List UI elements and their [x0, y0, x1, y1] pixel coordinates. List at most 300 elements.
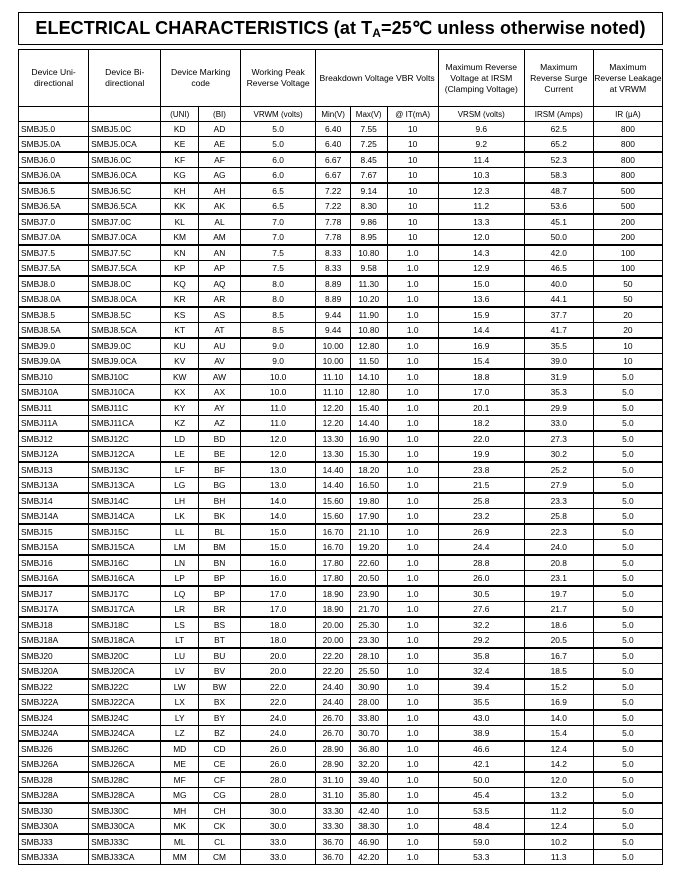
cell-device-bi: SMBJ11C	[89, 400, 161, 416]
cell-mark-bi: BW	[199, 679, 241, 695]
cell-mark-bi: AE	[199, 137, 241, 153]
cell-it: 1.0	[387, 571, 438, 587]
cell-ir: 800	[593, 168, 662, 184]
cell-vrwm: 22.0	[240, 679, 315, 695]
cell-vrwm: 30.0	[240, 819, 315, 835]
cell-device-uni: SMBJ26A	[19, 757, 89, 773]
cell-vbr-min: 13.30	[316, 447, 351, 463]
cell-irsm: 40.0	[524, 276, 593, 292]
cell-irsm: 14.2	[524, 757, 593, 773]
cell-it: 1.0	[387, 447, 438, 463]
cell-it: 10	[387, 230, 438, 246]
cell-vrwm: 17.0	[240, 586, 315, 602]
cell-vbr-min: 33.30	[316, 819, 351, 835]
cell-it: 1.0	[387, 648, 438, 664]
cell-vrsm: 19.9	[438, 447, 524, 463]
header-breakdown: Breakdown Voltage VBR Volts	[316, 50, 439, 107]
cell-device-uni: SMBJ13	[19, 462, 89, 478]
cell-vbr-min: 36.70	[316, 850, 351, 865]
cell-vbr-min: 7.78	[316, 230, 351, 246]
cell-vbr-max: 38.30	[350, 819, 387, 835]
cell-device-uni: SMBJ12	[19, 431, 89, 447]
cell-device-uni: SMBJ28A	[19, 788, 89, 804]
cell-mark-bi: AD	[199, 122, 241, 137]
cell-vrwm: 5.0	[240, 137, 315, 153]
cell-vbr-min: 28.90	[316, 741, 351, 757]
cell-vbr-min: 8.89	[316, 276, 351, 292]
cell-device-uni: SMBJ11A	[19, 416, 89, 432]
cell-device-bi: SMBJ8.0C	[89, 276, 161, 292]
units-ir: IR (μA)	[593, 107, 662, 122]
cell-vrsm: 43.0	[438, 710, 524, 726]
cell-irsm: 35.3	[524, 385, 593, 401]
cell-vrsm: 38.9	[438, 726, 524, 742]
cell-mark-bi: AT	[199, 323, 241, 339]
cell-vbr-min: 12.20	[316, 416, 351, 432]
cell-vbr-max: 28.00	[350, 695, 387, 711]
cell-vbr-max: 7.55	[350, 122, 387, 137]
header-device-bi: Device Bi- directional	[89, 50, 161, 107]
cell-vrwm: 9.0	[240, 354, 315, 370]
cell-mark-uni: KN	[161, 245, 199, 261]
cell-mark-uni: KD	[161, 122, 199, 137]
cell-mark-bi: AM	[199, 230, 241, 246]
cell-mark-bi: BX	[199, 695, 241, 711]
cell-it: 1.0	[387, 834, 438, 850]
cell-irsm: 25.2	[524, 462, 593, 478]
cell-mark-bi: BY	[199, 710, 241, 726]
cell-vrwm: 9.0	[240, 338, 315, 354]
table-row	[19, 788, 663, 804]
table-row	[19, 602, 663, 618]
cell-vbr-min: 10.00	[316, 354, 351, 370]
cell-vrwm: 28.0	[240, 772, 315, 788]
cell-mark-bi: CM	[199, 850, 241, 865]
cell-device-uni: SMBJ10	[19, 369, 89, 385]
cell-vbr-max: 46.90	[350, 834, 387, 850]
cell-irsm: 46.5	[524, 261, 593, 277]
cell-mark-uni: KV	[161, 354, 199, 370]
cell-ir: 200	[593, 230, 662, 246]
cell-vbr-max: 25.30	[350, 617, 387, 633]
cell-mark-bi: CF	[199, 772, 241, 788]
cell-irsm: 27.9	[524, 478, 593, 494]
cell-it: 1.0	[387, 586, 438, 602]
cell-mark-bi: AR	[199, 292, 241, 308]
cell-ir: 5.0	[593, 431, 662, 447]
cell-it: 1.0	[387, 354, 438, 370]
cell-vrwm: 13.0	[240, 478, 315, 494]
cell-device-uni: SMBJ16A	[19, 571, 89, 587]
table-row	[19, 416, 663, 432]
cell-mark-bi: AQ	[199, 276, 241, 292]
cell-device-bi: SMBJ28C	[89, 772, 161, 788]
cell-ir: 20	[593, 307, 662, 323]
table-row	[19, 307, 663, 323]
cell-mark-bi: BL	[199, 524, 241, 540]
cell-ir: 100	[593, 261, 662, 277]
cell-vrsm: 53.3	[438, 850, 524, 865]
cell-vbr-max: 7.25	[350, 137, 387, 153]
cell-it: 1.0	[387, 509, 438, 525]
table-row	[19, 323, 663, 339]
cell-irsm: 20.8	[524, 555, 593, 571]
cell-it: 10	[387, 183, 438, 199]
cell-irsm: 58.3	[524, 168, 593, 184]
cell-vrwm: 15.0	[240, 540, 315, 556]
table-row	[19, 354, 663, 370]
cell-vrsm: 30.5	[438, 586, 524, 602]
cell-device-bi: SMBJ26C	[89, 741, 161, 757]
header-irsm: Maximum Reverse Surge Current	[524, 50, 593, 107]
cell-irsm: 16.9	[524, 695, 593, 711]
cell-device-uni: SMBJ7.0A	[19, 230, 89, 246]
cell-vrsm: 11.4	[438, 152, 524, 168]
cell-ir: 5.0	[593, 664, 662, 680]
cell-vrsm: 45.4	[438, 788, 524, 804]
cell-it: 10	[387, 137, 438, 153]
cell-vrsm: 12.0	[438, 230, 524, 246]
cell-mark-bi: AU	[199, 338, 241, 354]
cell-vrsm: 15.4	[438, 354, 524, 370]
cell-vbr-max: 35.80	[350, 788, 387, 804]
cell-mark-bi: CK	[199, 819, 241, 835]
header-vrwm: Working Peak Reverse Voltage	[240, 50, 315, 107]
table-row	[19, 137, 663, 153]
cell-mark-bi: CD	[199, 741, 241, 757]
cell-irsm: 39.0	[524, 354, 593, 370]
cell-vbr-min: 15.60	[316, 493, 351, 509]
cell-mark-bi: BK	[199, 509, 241, 525]
cell-irsm: 18.5	[524, 664, 593, 680]
cell-mark-bi: BD	[199, 431, 241, 447]
cell-device-bi: SMBJ6.0CA	[89, 168, 161, 184]
table-row	[19, 664, 663, 680]
table-row	[19, 447, 663, 463]
cell-vrwm: 7.5	[240, 261, 315, 277]
cell-ir: 800	[593, 137, 662, 153]
cell-vbr-min: 15.60	[316, 509, 351, 525]
cell-vrwm: 26.0	[240, 741, 315, 757]
cell-device-bi: SMBJ6.5C	[89, 183, 161, 199]
cell-device-uni: SMBJ33A	[19, 850, 89, 865]
cell-it: 10	[387, 214, 438, 230]
cell-device-uni: SMBJ20	[19, 648, 89, 664]
cell-device-bi: SMBJ18C	[89, 617, 161, 633]
cell-vrsm: 27.6	[438, 602, 524, 618]
cell-vbr-max: 11.50	[350, 354, 387, 370]
cell-irsm: 11.3	[524, 850, 593, 865]
cell-device-bi: SMBJ6.5CA	[89, 199, 161, 215]
cell-device-bi: SMBJ7.0CA	[89, 230, 161, 246]
cell-vrwm: 8.0	[240, 292, 315, 308]
cell-vbr-min: 11.10	[316, 385, 351, 401]
title-subscript: A	[372, 26, 382, 40]
cell-vbr-min: 9.44	[316, 323, 351, 339]
units-bi: (BI)	[199, 107, 241, 122]
cell-vrsm: 12.9	[438, 261, 524, 277]
cell-device-uni: SMBJ30	[19, 803, 89, 819]
cell-ir: 5.0	[593, 772, 662, 788]
cell-vbr-min: 20.00	[316, 633, 351, 649]
cell-irsm: 12.4	[524, 819, 593, 835]
header-vrsm: Maximum Reverse Voltage at IRSM (Clamping Voltage)	[438, 50, 524, 107]
cell-it: 1.0	[387, 524, 438, 540]
cell-it: 1.0	[387, 617, 438, 633]
cell-irsm: 20.5	[524, 633, 593, 649]
cell-mark-bi: AY	[199, 400, 241, 416]
cell-it: 10	[387, 168, 438, 184]
cell-device-uni: SMBJ6.5	[19, 183, 89, 199]
cell-irsm: 45.1	[524, 214, 593, 230]
table-row	[19, 819, 663, 835]
cell-vrsm: 32.4	[438, 664, 524, 680]
cell-mark-uni: LQ	[161, 586, 199, 602]
cell-vbr-max: 21.10	[350, 524, 387, 540]
units-irsm: IRSM (Amps)	[524, 107, 593, 122]
cell-vrsm: 15.9	[438, 307, 524, 323]
cell-mark-uni: LR	[161, 602, 199, 618]
cell-device-bi: SMBJ13CA	[89, 478, 161, 494]
cell-ir: 5.0	[593, 369, 662, 385]
cell-device-uni: SMBJ13A	[19, 478, 89, 494]
cell-vbr-max: 9.58	[350, 261, 387, 277]
cell-vbr-max: 25.50	[350, 664, 387, 680]
cell-it: 1.0	[387, 695, 438, 711]
cell-irsm: 19.7	[524, 586, 593, 602]
cell-vbr-max: 10.80	[350, 245, 387, 261]
cell-it: 1.0	[387, 772, 438, 788]
cell-device-bi: SMBJ22C	[89, 679, 161, 695]
cell-vbr-min: 10.00	[316, 338, 351, 354]
units-max: Max(V)	[350, 107, 387, 122]
cell-vbr-min: 18.90	[316, 602, 351, 618]
page-title	[18, 12, 663, 45]
cell-vrwm: 12.0	[240, 431, 315, 447]
cell-irsm: 44.1	[524, 292, 593, 308]
cell-device-uni: SMBJ8.0A	[19, 292, 89, 308]
table-row	[19, 478, 663, 494]
cell-vrwm: 15.0	[240, 524, 315, 540]
table-row	[19, 726, 663, 742]
units-vrsm: VRSM (volts)	[438, 107, 524, 122]
cell-vbr-min: 13.30	[316, 431, 351, 447]
cell-device-uni: SMBJ18A	[19, 633, 89, 649]
cell-it: 1.0	[387, 819, 438, 835]
cell-irsm: 21.7	[524, 602, 593, 618]
cell-ir: 5.0	[593, 695, 662, 711]
cell-mark-bi: BP	[199, 586, 241, 602]
cell-vrsm: 14.4	[438, 323, 524, 339]
header-device-uni: Device Uni- directional	[19, 50, 89, 107]
cell-ir: 50	[593, 292, 662, 308]
cell-vrsm: 39.4	[438, 679, 524, 695]
table-row	[19, 617, 663, 633]
cell-mark-uni: LS	[161, 617, 199, 633]
cell-vrwm: 7.0	[240, 230, 315, 246]
cell-ir: 5.0	[593, 617, 662, 633]
cell-vbr-max: 22.60	[350, 555, 387, 571]
cell-vrwm: 8.0	[240, 276, 315, 292]
cell-irsm: 23.3	[524, 493, 593, 509]
cell-device-uni: SMBJ22	[19, 679, 89, 695]
cell-vrsm: 10.3	[438, 168, 524, 184]
cell-vrwm: 7.0	[240, 214, 315, 230]
cell-vrwm: 14.0	[240, 493, 315, 509]
cell-vbr-max: 30.70	[350, 726, 387, 742]
cell-vrsm: 14.3	[438, 245, 524, 261]
cell-mark-bi: BP	[199, 571, 241, 587]
cell-device-uni: SMBJ24A	[19, 726, 89, 742]
cell-ir: 100	[593, 245, 662, 261]
cell-irsm: 29.9	[524, 400, 593, 416]
table-row	[19, 695, 663, 711]
cell-mark-bi: CE	[199, 757, 241, 773]
cell-vbr-max: 15.40	[350, 400, 387, 416]
cell-ir: 5.0	[593, 555, 662, 571]
cell-vrwm: 13.0	[240, 462, 315, 478]
cell-irsm: 42.0	[524, 245, 593, 261]
cell-mark-uni: KY	[161, 400, 199, 416]
cell-mark-uni: LM	[161, 540, 199, 556]
cell-irsm: 12.4	[524, 741, 593, 757]
cell-ir: 5.0	[593, 726, 662, 742]
cell-vrwm: 6.0	[240, 152, 315, 168]
title-text: ELECTRICAL CHARACTERISTICS (at T	[35, 18, 373, 38]
units-bi-spacer	[89, 107, 161, 122]
cell-vrsm: 25.8	[438, 493, 524, 509]
cell-vbr-min: 6.40	[316, 137, 351, 153]
cell-vrwm: 11.0	[240, 400, 315, 416]
cell-vbr-max: 21.70	[350, 602, 387, 618]
cell-vrsm: 17.0	[438, 385, 524, 401]
cell-device-uni: SMBJ11	[19, 400, 89, 416]
cell-vbr-min: 14.40	[316, 462, 351, 478]
cell-mark-bi: AV	[199, 354, 241, 370]
units-min: Min(V)	[316, 107, 351, 122]
cell-device-bi: SMBJ24CA	[89, 726, 161, 742]
table-row	[19, 168, 663, 184]
cell-mark-uni: LL	[161, 524, 199, 540]
table-row	[19, 803, 663, 819]
cell-mark-uni: KL	[161, 214, 199, 230]
cell-it: 1.0	[387, 369, 438, 385]
table-row	[19, 385, 663, 401]
table-row	[19, 834, 663, 850]
cell-vrwm: 22.0	[240, 695, 315, 711]
cell-ir: 5.0	[593, 385, 662, 401]
cell-vrwm: 20.0	[240, 648, 315, 664]
cell-mark-uni: KR	[161, 292, 199, 308]
cell-irsm: 15.2	[524, 679, 593, 695]
cell-mark-uni: LY	[161, 710, 199, 726]
cell-vrsm: 13.3	[438, 214, 524, 230]
cell-vbr-max: 42.20	[350, 850, 387, 865]
cell-vbr-min: 22.20	[316, 664, 351, 680]
cell-vbr-min: 17.80	[316, 571, 351, 587]
cell-it: 1.0	[387, 338, 438, 354]
cell-vrwm: 16.0	[240, 555, 315, 571]
table-row	[19, 571, 663, 587]
cell-irsm: 35.5	[524, 338, 593, 354]
cell-it: 1.0	[387, 292, 438, 308]
cell-vrsm: 13.6	[438, 292, 524, 308]
cell-vbr-max: 28.10	[350, 648, 387, 664]
cell-vbr-max: 33.80	[350, 710, 387, 726]
cell-vbr-min: 7.22	[316, 199, 351, 215]
cell-it: 1.0	[387, 462, 438, 478]
cell-mark-uni: LZ	[161, 726, 199, 742]
cell-device-bi: SMBJ24C	[89, 710, 161, 726]
cell-ir: 500	[593, 183, 662, 199]
cell-vbr-min: 7.22	[316, 183, 351, 199]
cell-device-bi: SMBJ10C	[89, 369, 161, 385]
cell-device-uni: SMBJ10A	[19, 385, 89, 401]
cell-irsm: 12.0	[524, 772, 593, 788]
datasheet	[18, 12, 663, 865]
cell-vrwm: 11.0	[240, 416, 315, 432]
cell-mark-uni: ML	[161, 834, 199, 850]
cell-ir: 5.0	[593, 803, 662, 819]
cell-vbr-max: 20.50	[350, 571, 387, 587]
cell-vrsm: 23.8	[438, 462, 524, 478]
cell-mark-uni: LW	[161, 679, 199, 695]
cell-device-uni: SMBJ8.5A	[19, 323, 89, 339]
table-row	[19, 245, 663, 261]
cell-mark-uni: MM	[161, 850, 199, 865]
cell-it: 1.0	[387, 710, 438, 726]
cell-device-uni: SMBJ9.0A	[19, 354, 89, 370]
cell-vrsm: 22.0	[438, 431, 524, 447]
cell-vbr-max: 19.20	[350, 540, 387, 556]
cell-vrsm: 26.0	[438, 571, 524, 587]
cell-irsm: 15.4	[524, 726, 593, 742]
cell-device-bi: SMBJ33CA	[89, 850, 161, 865]
cell-vrwm: 20.0	[240, 664, 315, 680]
cell-it: 1.0	[387, 679, 438, 695]
cell-ir: 5.0	[593, 819, 662, 835]
cell-mark-uni: KM	[161, 230, 199, 246]
cell-mark-bi: AW	[199, 369, 241, 385]
cell-it: 1.0	[387, 664, 438, 680]
cell-device-uni: SMBJ16	[19, 555, 89, 571]
cell-device-bi: SMBJ22CA	[89, 695, 161, 711]
cell-it: 1.0	[387, 276, 438, 292]
cell-mark-uni: MF	[161, 772, 199, 788]
cell-device-bi: SMBJ15C	[89, 524, 161, 540]
cell-mark-bi: AK	[199, 199, 241, 215]
cell-mark-uni: LK	[161, 509, 199, 525]
cell-irsm: 16.7	[524, 648, 593, 664]
cell-vrsm: 9.6	[438, 122, 524, 137]
cell-vrwm: 8.5	[240, 307, 315, 323]
cell-ir: 5.0	[593, 493, 662, 509]
cell-vrsm: 18.8	[438, 369, 524, 385]
cell-vrsm: 11.2	[438, 199, 524, 215]
cell-device-bi: SMBJ28CA	[89, 788, 161, 804]
cell-ir: 5.0	[593, 741, 662, 757]
cell-vbr-min: 36.70	[316, 834, 351, 850]
cell-vrwm: 14.0	[240, 509, 315, 525]
cell-mark-bi: BN	[199, 555, 241, 571]
cell-vbr-max: 39.40	[350, 772, 387, 788]
cell-device-bi: SMBJ20CA	[89, 664, 161, 680]
cell-ir: 5.0	[593, 571, 662, 587]
cell-irsm: 37.7	[524, 307, 593, 323]
cell-mark-uni: LV	[161, 664, 199, 680]
cell-vbr-min: 14.40	[316, 478, 351, 494]
cell-vbr-min: 22.20	[316, 648, 351, 664]
